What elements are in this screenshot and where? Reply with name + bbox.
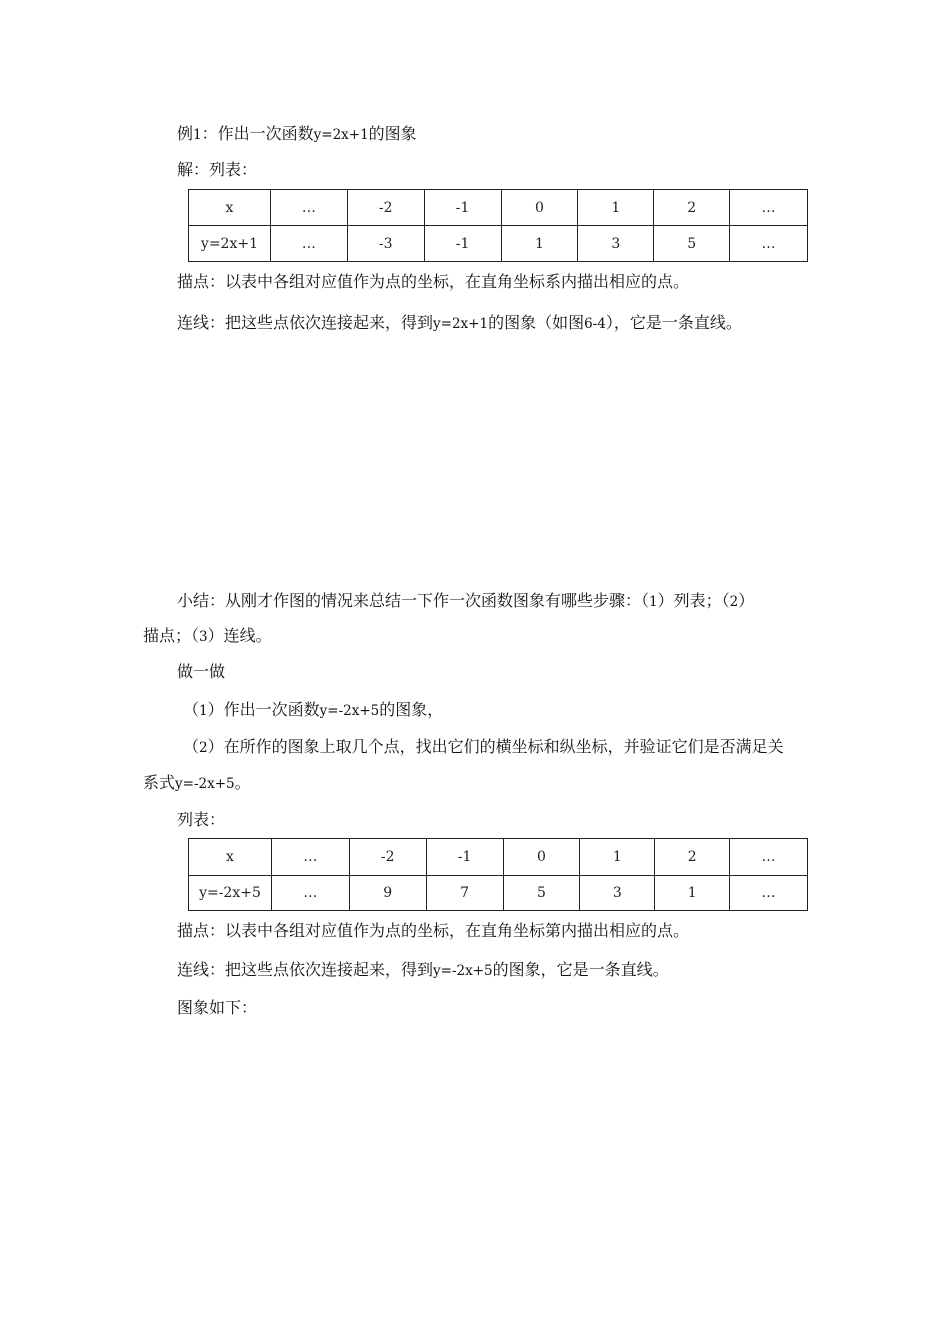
formula: y=-2x+5 (433, 963, 493, 979)
plot-step-1: 描点：以表中各组对应值作为点的坐标，在直角坐标系内描出相应的点。 (177, 272, 690, 291)
table-cell: 2 (655, 839, 730, 876)
solution-label: 解：列表： (177, 160, 258, 179)
connect-text: 连线：把这些点依次连接起来，得到 (177, 313, 434, 332)
exercise-title: 做一做 (177, 662, 226, 681)
table-cell: … (271, 876, 349, 911)
table-cell: … (271, 839, 349, 876)
item-text: ）作出一次函数 (207, 700, 320, 719)
step-number: 1 (649, 594, 658, 610)
table-cell: x (189, 190, 271, 226)
item-number: 1 (199, 703, 208, 719)
table-cell: 3 (580, 876, 655, 911)
step-number: 2 (729, 594, 739, 610)
table-cell: … (730, 839, 808, 876)
heading-text: 的图象 (368, 124, 417, 143)
exercise-item-1 (183, 700, 443, 721)
item-text: （ (183, 700, 200, 719)
table-cell: 3 (578, 226, 654, 262)
connect-step-1 (177, 313, 742, 334)
figure-ref: 6-4 (584, 316, 606, 332)
table-cell: y=-2x+5 (189, 876, 272, 911)
summary-text: 小结：从刚才作图的情况来总结一下作一次函数图象有哪些步骤：（ (177, 591, 650, 610)
summary-text: 描点；（ (143, 626, 200, 645)
formula: y=2x+1 (433, 316, 489, 332)
item-text: 。 (234, 773, 251, 792)
table-cell: -1 (424, 190, 501, 226)
item-text: ）在所作的图象上取几个点，找出它们的横坐标和纵坐标，并验证它们是否满足关 (207, 737, 784, 756)
table-cell: 1 (655, 876, 730, 911)
item-number: 2 (199, 740, 208, 756)
heading-text: ：作出一次函数 (201, 124, 314, 143)
heading-text: 例 (177, 124, 194, 143)
table-cell: -2 (349, 839, 426, 876)
table-cell: 2 (654, 190, 730, 226)
plot-step-2: 描点：以表中各组对应值作为点的坐标，在直角坐标第内描出相应的点。 (177, 921, 690, 940)
table-cell: 1 (580, 839, 655, 876)
table-cell: … (730, 876, 808, 911)
example1-heading (177, 124, 417, 145)
connect-text: ），它是一条直线。 (605, 313, 742, 332)
table-cell: 0 (503, 839, 580, 876)
table-cell: … (270, 226, 347, 262)
exercise-item-2-continued (143, 773, 251, 794)
summary-line-1 (177, 591, 754, 612)
table-cell: -1 (426, 839, 503, 876)
exercise-item-2 (183, 737, 784, 758)
item-text: 的图象， (379, 700, 444, 719)
item-text: 系式 (143, 773, 176, 792)
formula: y=-2x+5 (175, 776, 235, 792)
connect-step-2 (177, 960, 669, 981)
table-cell: … (730, 226, 808, 262)
table-cell: 1 (501, 226, 578, 262)
formula: y=-2x+5 (319, 703, 380, 719)
table-cell: 7 (426, 876, 503, 911)
value-table-1 (188, 189, 808, 262)
table-cell: 5 (654, 226, 730, 262)
table-cell: 0 (501, 190, 578, 226)
summary-text: ）列表；（ (657, 591, 730, 610)
summary-text: ）连线。 (207, 626, 272, 645)
formula: y=2x+1 (313, 127, 369, 143)
table-cell: y=2x+1 (189, 226, 271, 262)
graph-label: 图象如下： (177, 998, 258, 1017)
table-cell: 5 (503, 876, 580, 911)
table-cell: … (270, 190, 347, 226)
summary-text: ） (738, 591, 755, 610)
table-cell: -1 (424, 226, 501, 262)
step-number: 3 (199, 629, 208, 645)
connect-text: 的图象（如图 (488, 313, 585, 332)
connect-text: 连线：把这些点依次连接起来，得到 (177, 960, 434, 979)
list-label: 列表： (177, 810, 226, 829)
table-cell: x (189, 839, 272, 876)
summary-line-2 (143, 626, 272, 647)
item-text: （ (183, 737, 200, 756)
table-cell: 1 (578, 190, 654, 226)
connect-text: 的图象，它是一条直线。 (492, 960, 669, 979)
value-table-2 (188, 838, 808, 911)
example-number: 1 (193, 127, 202, 143)
table-cell: -3 (347, 226, 424, 262)
table-cell: 9 (349, 876, 426, 911)
table-cell: … (730, 190, 808, 226)
table-cell: -2 (347, 190, 424, 226)
